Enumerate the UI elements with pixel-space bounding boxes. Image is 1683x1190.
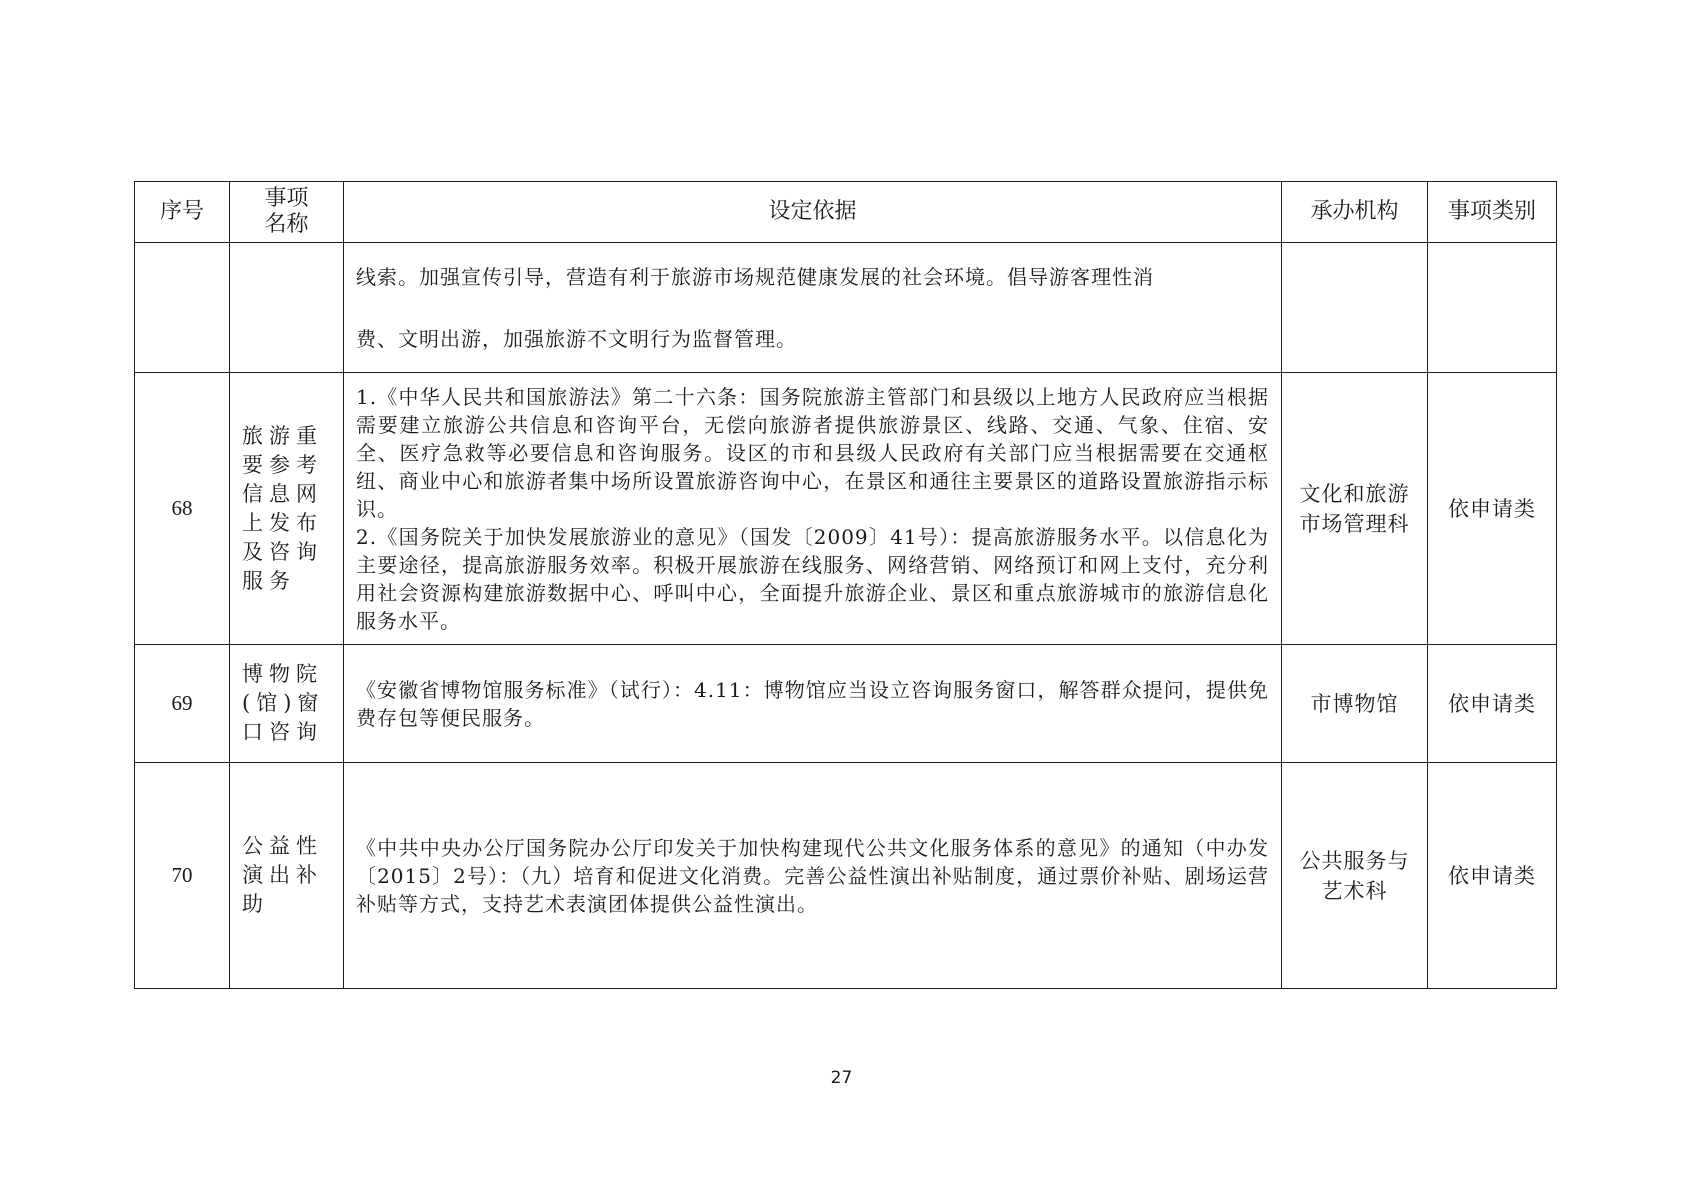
cell-seq: 68 — [135, 373, 230, 645]
cell-name: 公益性演出补助 — [230, 763, 344, 989]
cell-basis — [344, 243, 1282, 373]
cell-seq: 69 — [135, 645, 230, 763]
table-header-row — [135, 182, 1557, 243]
header-category: 事项类别 — [1428, 182, 1557, 243]
org-line: 公共服务与 — [1299, 848, 1410, 873]
cell-category: 依申请类 — [1428, 373, 1557, 645]
cell-org — [1282, 763, 1428, 989]
table-row-continuation — [135, 243, 1557, 373]
cell-category — [1428, 243, 1557, 373]
cell-category: 依申请类 — [1428, 645, 1557, 763]
table-row — [135, 763, 1557, 989]
cell-seq — [135, 243, 230, 373]
cell-org: 市博物馆 — [1282, 645, 1428, 763]
page-number: 27 — [830, 1068, 853, 1088]
cell-name: 博物院(馆)窗口咨询 — [230, 645, 344, 763]
header-org: 承办机构 — [1282, 182, 1428, 243]
cell-name — [230, 243, 344, 373]
table-row — [135, 373, 1557, 645]
cell-org — [1282, 373, 1428, 645]
cell-seq: 70 — [135, 763, 230, 989]
table-row — [135, 645, 1557, 763]
cell-category: 依申请类 — [1428, 763, 1557, 989]
cell-name: 旅游重要参考信息网上发布及咨询服务 — [230, 373, 344, 645]
cell-basis — [344, 645, 1282, 763]
basis-paragraph: 2.《国务院关于加快发展旅游业的意见》（国发〔2009〕41号）：提高旅游服务水平。以信息化为主要途径，提高旅游服务效率。积极开展旅游在线服务、网络营销、网络预订和网上支付，充分利用社会资源构建旅游数据中心、呼叫中心，全面提升旅游企业、景区和重点旅游城市的旅游信息化服务水平。 — [356, 524, 1269, 633]
header-name — [230, 182, 344, 243]
header-basis: 设定依据 — [344, 182, 1282, 243]
org-line: 文化和旅游 — [1299, 481, 1410, 506]
org-line: 市场管理科 — [1299, 511, 1410, 536]
header-name-line2: 名称 — [264, 212, 309, 237]
header-name-line1: 事项 — [264, 186, 309, 211]
header-seq: 序号 — [135, 182, 230, 243]
basis-line: 费、文明出游，加强旅游不文明行为监督管理。 — [356, 326, 797, 351]
basis-line: 线索。加强宣传引导，营造有利于旅游市场规范健康发展的社会环境。倡导游客理性消 — [356, 264, 1154, 289]
org-line: 艺术科 — [1321, 878, 1388, 903]
basis-paragraph: 1.《中华人民共和国旅游法》第二十六条：国务院旅游主管部门和县级以上地方人民政府应当根据需要建立旅游公共信息和咨询平台，无偿向旅游者提供旅游景区、线路、交通、气象、住宿、安全、医疗急救等必要信息和咨询服务。设区的市和县级人民政府有关部门应当根据需要在交通枢纽、商业中心和旅游者集中场所设置旅游咨询中心，在景区和通往主要景区的道路设置旅游指示标识。 — [356, 384, 1269, 521]
basis-paragraph: 《安徽省博物馆服务标准》（试行）：4.11：博物馆应当设立咨询服务窗口，解答群众提问，提供免费存包等便民服务。 — [356, 677, 1269, 730]
cell-basis — [344, 763, 1282, 989]
basis-paragraph: 《中共中央办公厅国务院办公厅印发关于加快构建现代公共文化服务体系的意见》的通知（中办发〔2015〕2号）：（九）培育和促进文化消费。完善公益性演出补贴制度，通过票价补贴、剧场运营补贴等方式，支持艺术表演团体提供公益性演出。 — [356, 835, 1269, 916]
items-table — [134, 181, 1557, 989]
cell-basis — [344, 373, 1282, 645]
cell-org — [1282, 243, 1428, 373]
